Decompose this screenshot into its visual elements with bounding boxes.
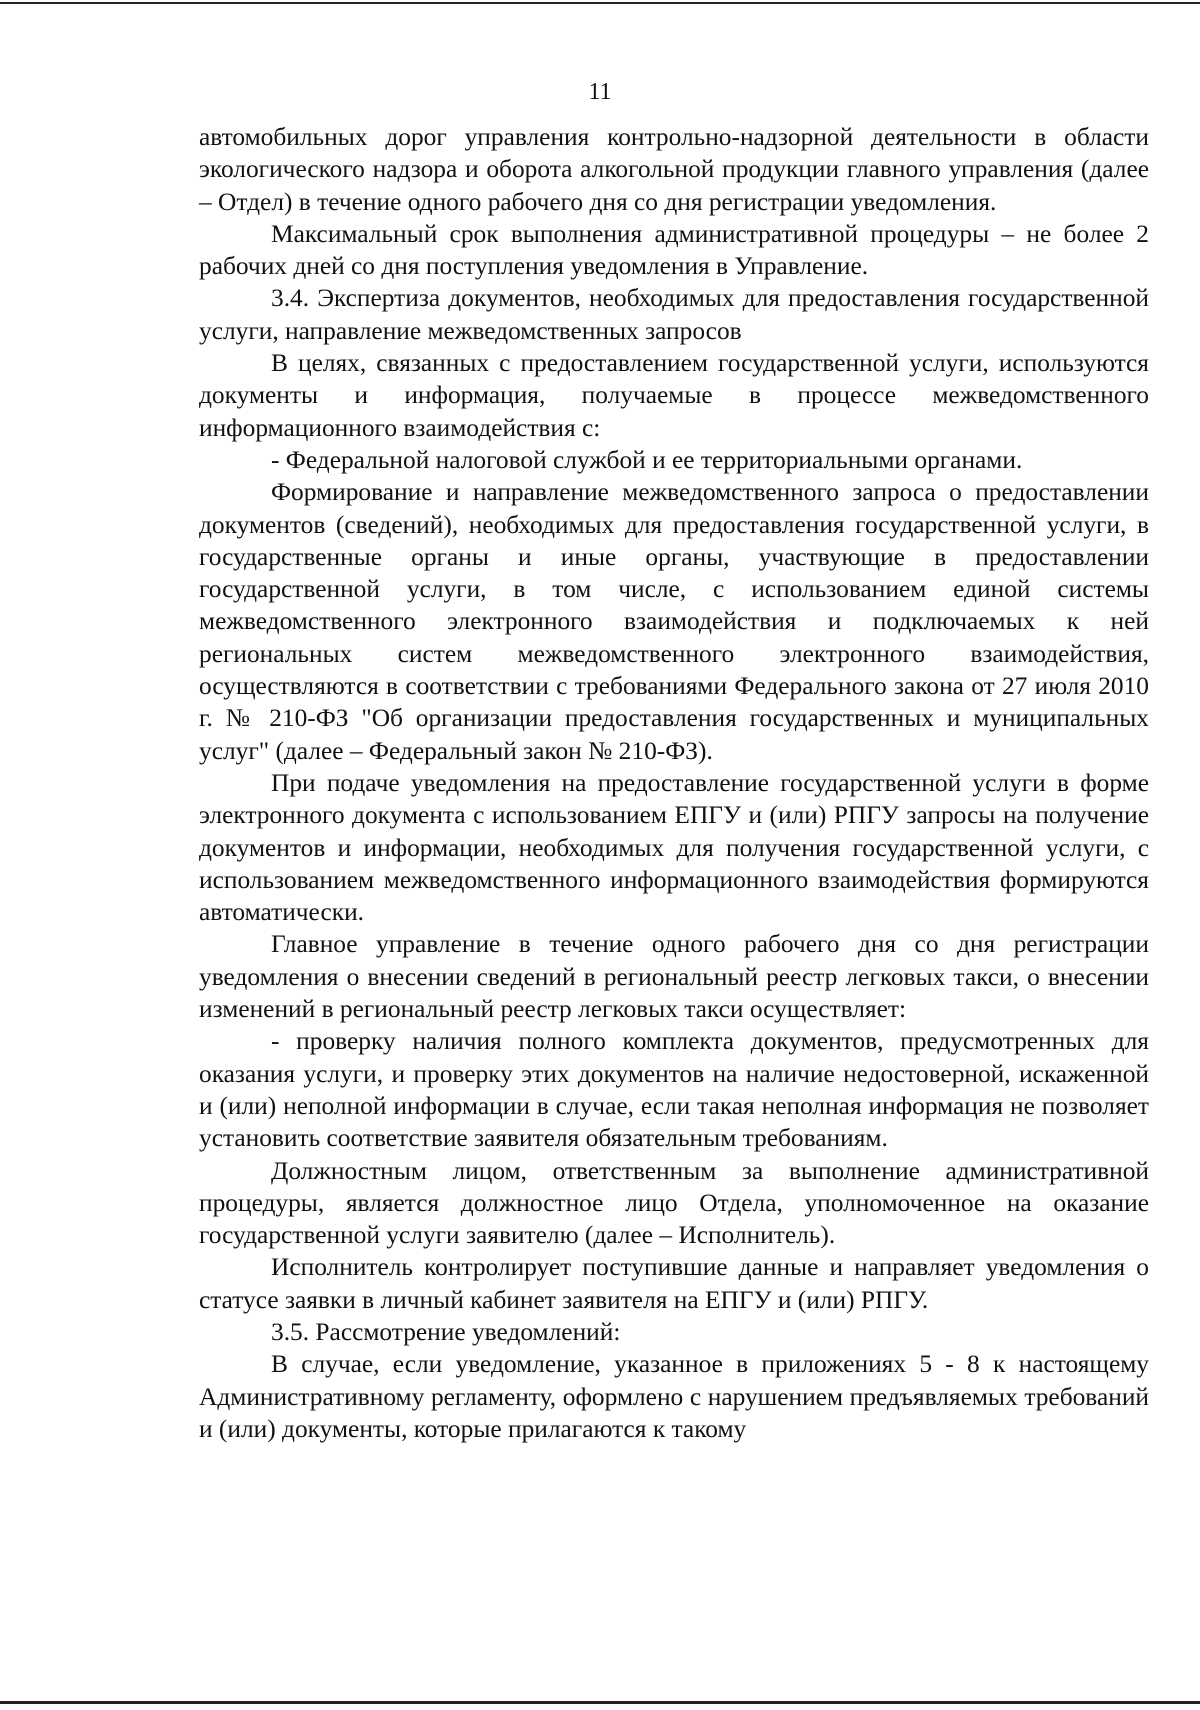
paragraph-executor-controls: Исполнитель контролирует поступившие данные и направляет уведомления о статусе заявки в личный кабинет заявителя на ЕПГУ и (или) РПГУ. (199, 1253, 1149, 1314)
section-heading-3-5: 3.5. Рассмотрение уведомлений: (271, 1317, 621, 1346)
paragraph-main-directorate: Главное управление в течение одного рабочего дня со дня регистрации уведомления о внесении сведений в региональный реестр легковых такси, о внесении изменений в региональный реестр легковых такси осуществляет: (199, 930, 1149, 1024)
paragraph-interagency-info: В целях, связанных с предоставлением государственной услуги, используются документы и информация, получаемые в процессе межведомственного информационного взаимодействия с: (199, 349, 1149, 442)
top-border-line (0, 2, 1200, 4)
list-item-tax-service: - Федеральной налоговой службой и ее территориальными органами. (271, 445, 1023, 474)
bottom-border-line (0, 1701, 1200, 1704)
section-heading-3-4: 3.4. Экспертиза документов, необходимых для предоставления государственной услуги, направление межведомственных запросов (199, 284, 1149, 345)
paragraph-continuation: автомобильных дорог управления контрольно-надзорной деятельности в области экологического надзора и оборота алкогольной продукции главного управления (далее – Отдел) в течение одного рабочего дня со дня регистрации уведомления. (199, 123, 1149, 216)
page-number: 11 (588, 79, 612, 105)
list-item-document-check: - проверку наличия полного комплекта документов, предусмотренных для оказания услуги, и проверку этих документов на наличие недостоверной, искаженной и (или) неполной информации в случае, если такая неполная информация не позволяет установить соответствие заявителя обязательным требованиям. (199, 1027, 1149, 1153)
paragraph-responsible-official: Должностным лицом, ответственным за выполнение административной процедуры, является должностное лицо Отдела, уполномоченное на оказание государственной услуги заявителю (далее – Исполнитель). (199, 1156, 1149, 1250)
paragraph-notification-violation: В случае, если уведомление, указанное в приложениях 5 - 8 к настоящему Административному регламенту, оформлено с нарушением предъявляемых требований и (или) документы, которые прилагаются к такому (199, 1350, 1149, 1443)
paragraph-electronic-submission: При подаче уведомления на предоставление государственной услуги в форме электронного документа с использованием ЕПГУ и (или) РПГУ запросы на получение документов и информации, необходимых для получения государственной услуги, с использованием межведомственного информационного взаимодействия формируются автоматически. (199, 768, 1149, 927)
document-body (199, 121, 1149, 1445)
paragraph-max-term: Максимальный срок выполнения административной процедуры – не более 2 рабочих дней со дня поступления уведомления в Управление. (199, 219, 1149, 281)
paragraph-interagency-request: Формирование и направление межведомственного запроса о предоставлении документов (сведений), необходимых для предоставления государственной услуги, в государственные органы и иные органы, участвующие в предоставлении государственной услуги, в том числе, с использованием единой системы межведомственного электронного взаимодействия и подключаемых к ней региональных систем межведомственного электронного взаимодействия, осуществляются в соответствии с требованиями Федерального закона от 27 июля 2010 г. № 210-ФЗ "Об организации предоставления государственных и муниципальных услуг" (далее – Федеральный закон № 210-ФЗ). (199, 478, 1149, 765)
